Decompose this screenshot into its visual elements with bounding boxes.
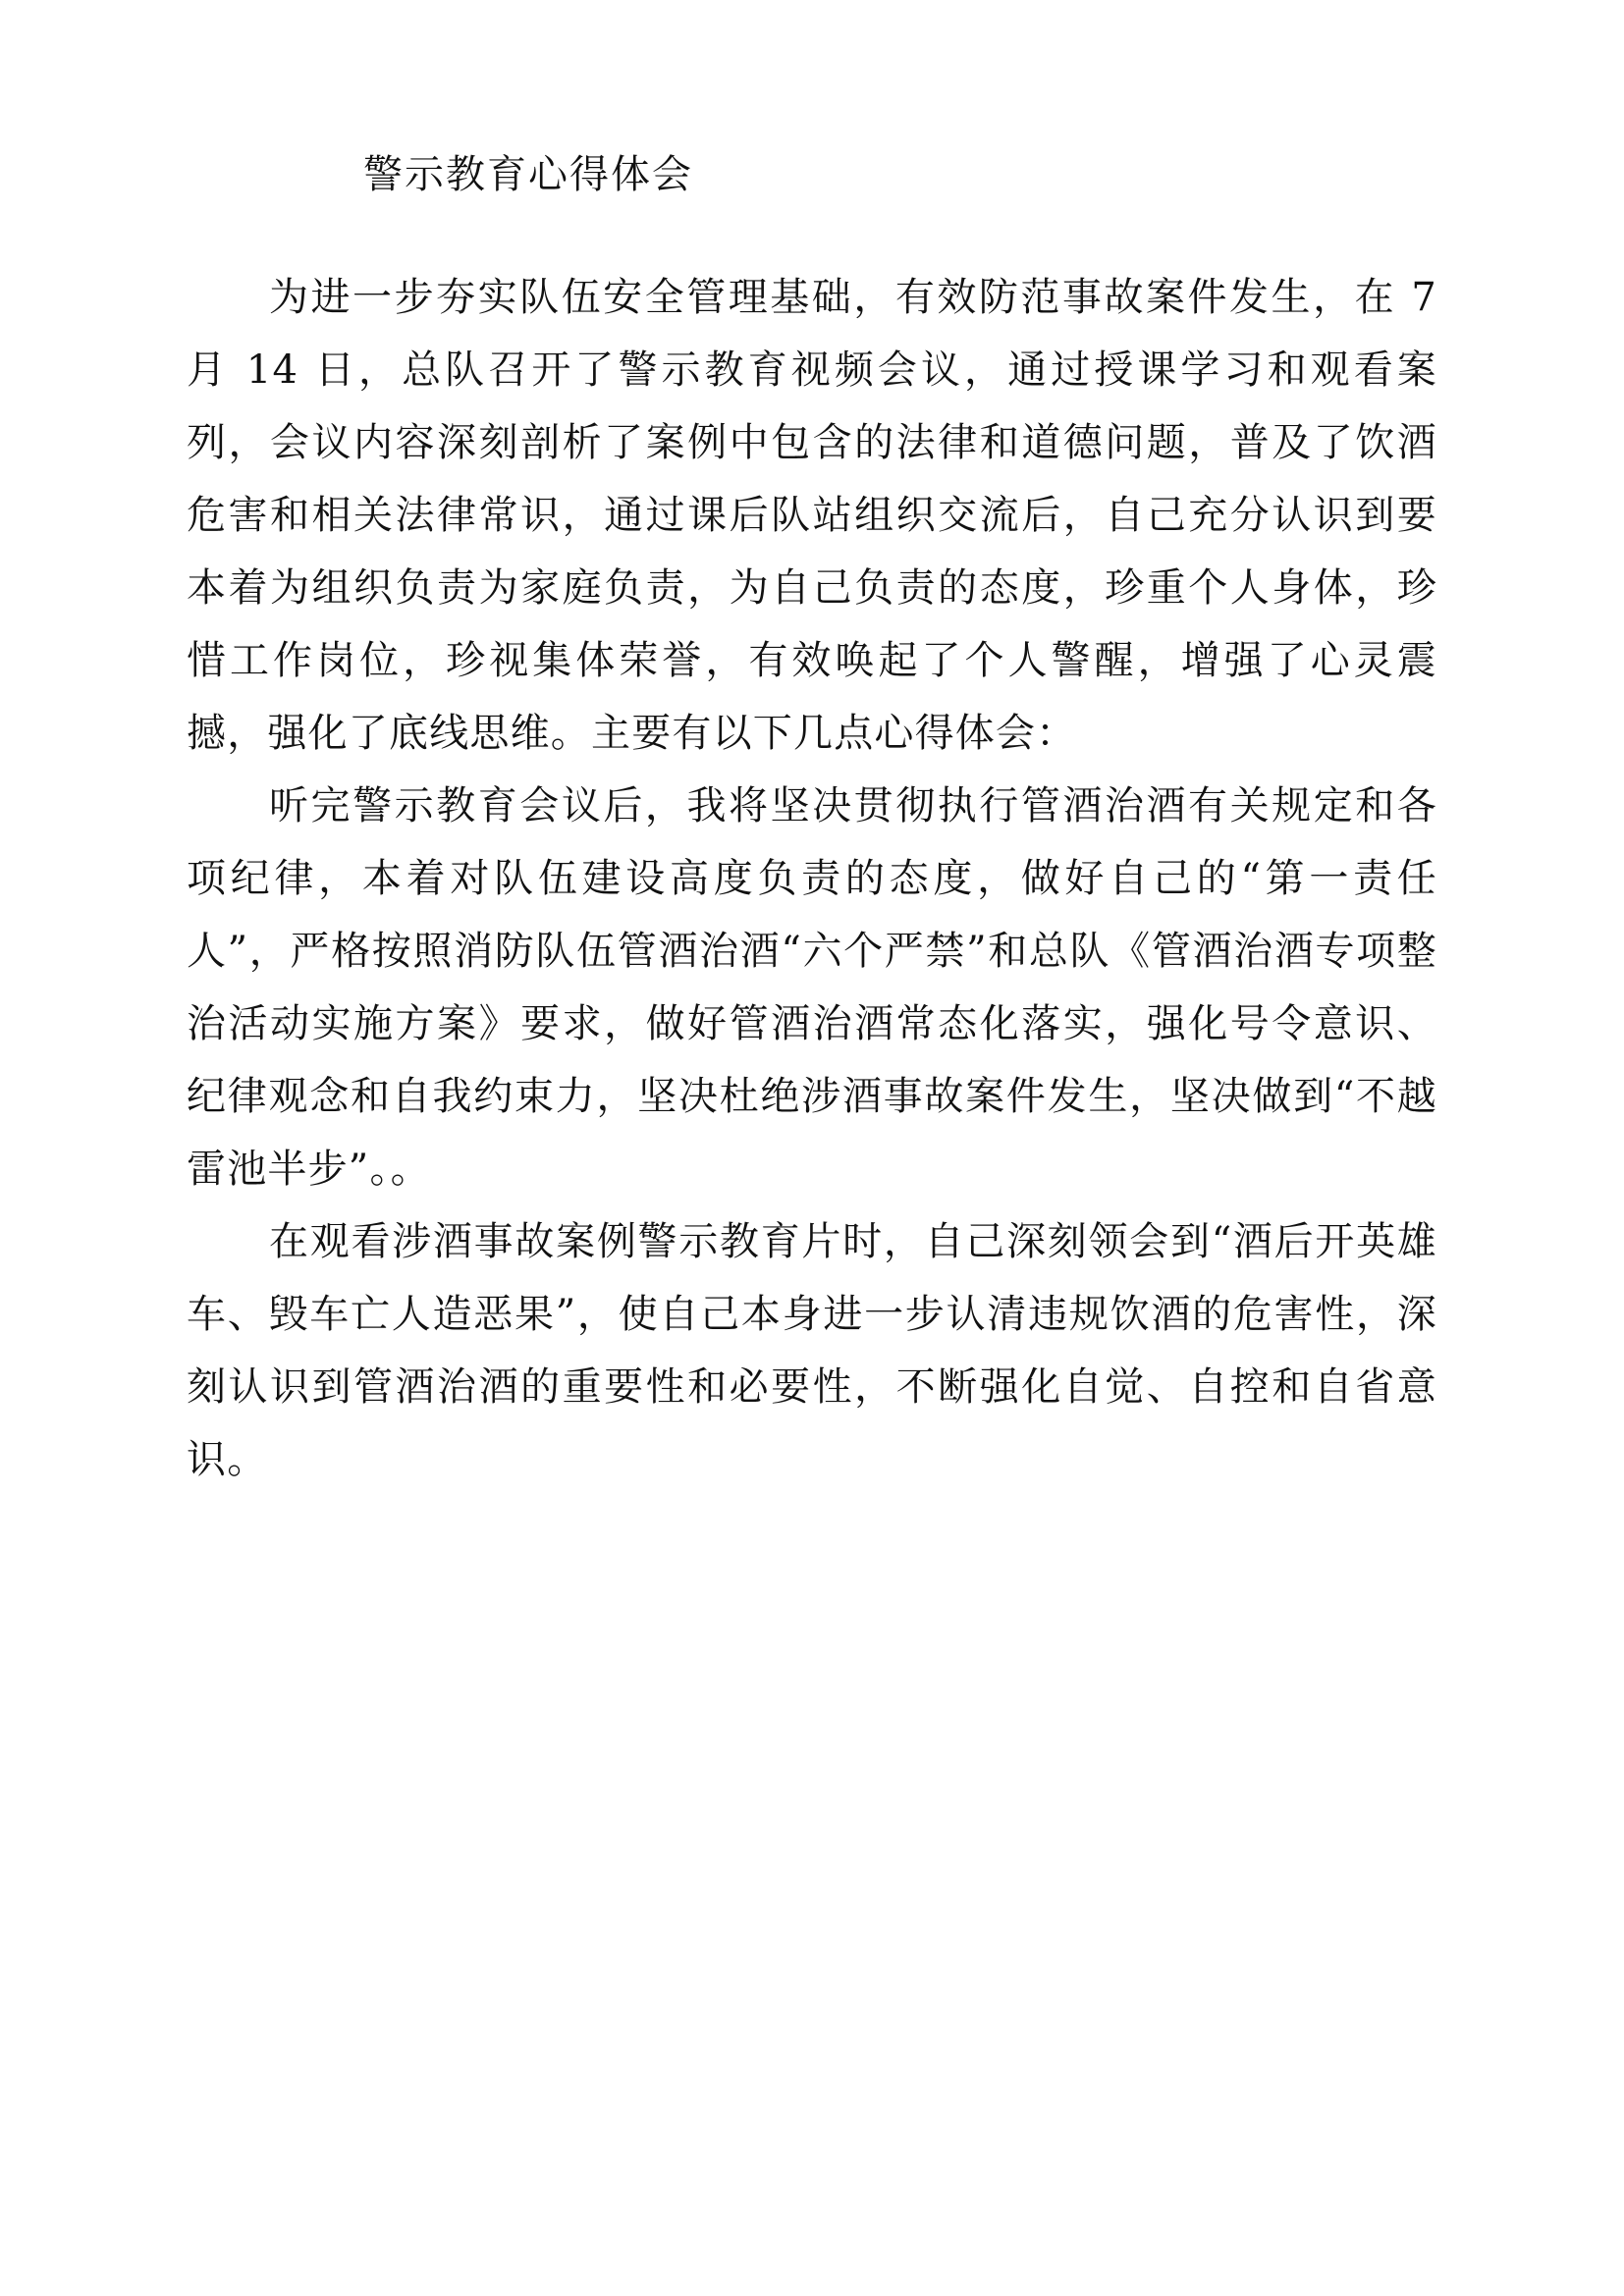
paragraph-1: 为进一步夯实队伍安全管理基础，有效防范事故案件发生，在 7 月 14 日，总队召开了警示教育视频会议，通过授课学习和观看案列，会议内容深刻剖析了案例中包含的法律和道德问题，普及了饮酒危害和相关法律常识，通过课后队站组织交流后，自己充分认识到要本着为组织负责为家庭负责，为自己负责的态度，珍重个人身体，珍惜工作岗位，珍视集体荣誉，有效唤起了个人警醒，增强了心灵震撼，强化了底线思维。主要有以下几点心得体会： — [187, 275, 1437, 756]
document-body — [187, 261, 1437, 1496]
paragraph-2: 听完警示教育会议后，我将坚决贯彻执行管酒治酒有关规定和各项纪律，本着对队伍建设高度负责的态度，做好自己的“第一责任人”，严格按照消防队伍管酒治酒“六个严禁”和总队《管酒治酒专项整治活动实施方案》要求，做好管酒治酒常态化落实，强化号令意识、纪律观念和自我约束力，坚决杜绝涉酒事故案件发生，坚决做到“不越雷池半步”。。 — [187, 783, 1437, 1192]
paragraph-3: 在观看涉酒事故案例警示教育片时，自己深刻领会到“酒后开英雄车、毁车亡人造恶果”，使自己本身进一步认清违规饮酒的危害性，深刻认识到管酒治酒的重要性和必要性，不断强化自觉、自控和自省意识。 — [187, 1219, 1437, 1482]
page-title: 警示教育心得体会 — [363, 152, 693, 197]
